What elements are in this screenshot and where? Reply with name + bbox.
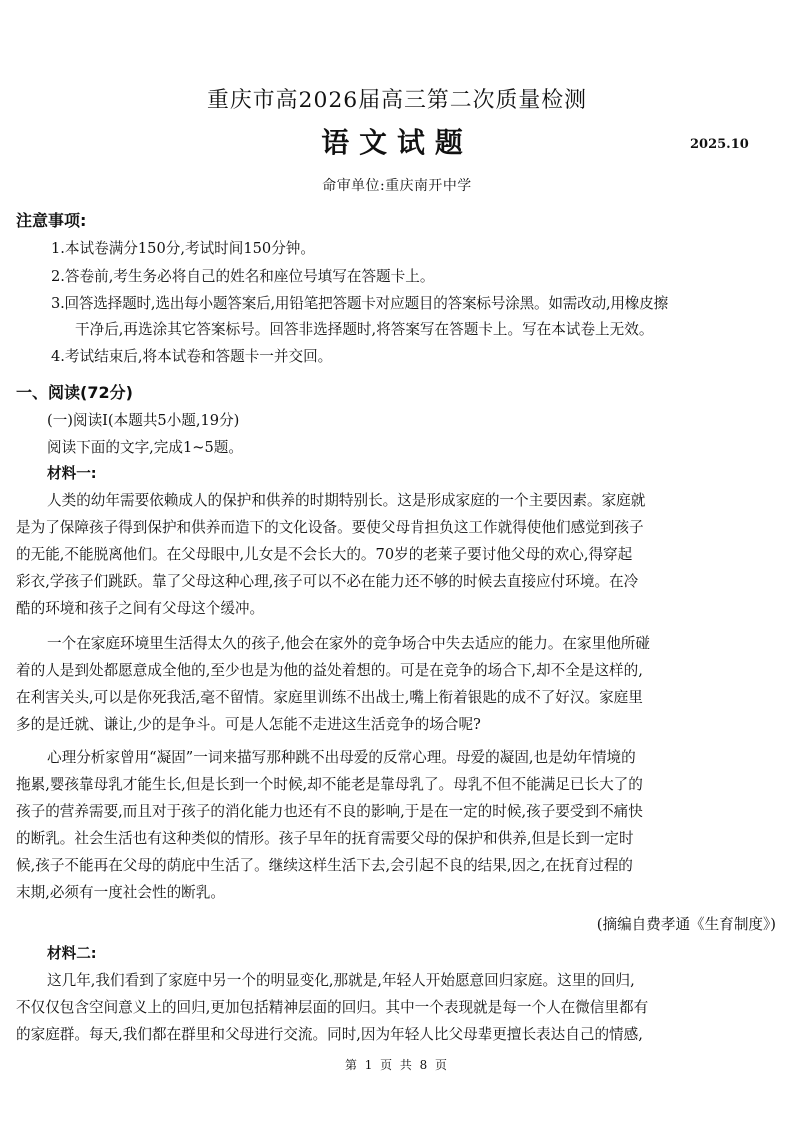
exam-main-title: 重庆市高2026届高三第二次质量检测: [207, 88, 587, 113]
note-item: 3.回答选择题时,选出每小题答案后,用铅笔把答题卡对应题目的答案标号涂黑。如需改动,用橡皮擦: [51, 295, 668, 312]
text-line: 心理分析家曾用“凝固”一词来描写那种跳不出母爱的反常心理。母爱的凝固,也是幼年情境的: [47, 749, 636, 766]
exam-date: 2025.10: [690, 137, 749, 152]
text-line: 不仅仅包含空间意义上的回归,更加包括精神层面的回归。其中一个表现就是每一个人在微信里都有: [16, 999, 649, 1016]
section-title: 一、阅读(72分): [16, 383, 133, 402]
text-line: 彩衣,学孩子们跳跃。靠了父母这种心理,孩子可以不必在能力还不够的时候去直接应付环境。在冷: [16, 573, 639, 590]
text-line: 孩子的营养需要,而且对于孩子的消化能力也还有不良的影响,于是在一定的时候,孩子要受到不痛快: [16, 803, 643, 820]
section-instruction: 阅读下面的文字,完成1~5题。: [47, 439, 243, 456]
material2-title: 材料二:: [47, 945, 97, 962]
text-line: 一个在家庭环境里生活得太久的孩子,他会在家外的竞争场合中失去适应的能力。在家里他所碰: [47, 635, 650, 652]
text-line: 这几年,我们看到了家庭中另一个的明显变化,那就是,年轻人开始愿意回归家庭。这里的回归,: [47, 972, 635, 989]
note-item: 4.考试结束后,将本试卷和答题卡一并交回。: [51, 348, 333, 365]
text-line: 候,孩子不能再在父母的荫庇中生活了。继续这样生活下去,会引起不良的结果,因之,在抚育过程的: [16, 857, 633, 874]
text-line: 人类的幼年需要依赖成人的保护和供养的时期特别长。这是形成家庭的一个主要因素。家庭就: [47, 492, 646, 509]
exam-unit: 命审单位:重庆南开中学: [322, 178, 472, 194]
text-line: 拖累,婴孩靠母乳才能生长,但是长到一个时候,却不能老是靠母乳了。母乳不但不能满足已长大了的: [16, 776, 643, 793]
text-line: 的断乳。社会生活也有这种类似的情形。孩子早年的抚育需要父母的保护和供养,但是长到一定时: [16, 830, 634, 847]
material1-source: (摘编自费孝通《生育制度》): [596, 916, 776, 933]
notes-title: 注意事项:: [16, 211, 87, 230]
note-item: 1.本试卷满分150分,考试时间150分钟。: [51, 240, 315, 257]
material1-title: 材料一:: [47, 465, 97, 482]
text-line: 着的人是到处都愿意成全他的,至少也是为他的益处着想的。可是在竞争的场合下,却不全是这样的,: [16, 662, 643, 679]
note-item: 干净后,再选涂其它答案标号。回答非选择题时,将答案写在答题卡上。写在本试卷上无效。: [75, 321, 654, 338]
text-line: 的无能,不能脱离他们。在父母眼中,儿女是不会长大的。70岁的老莱子要讨他父母的欢心,得穿起: [16, 546, 633, 563]
text-line: 酷的环境和孩子之间有父母这个缓冲。: [16, 600, 265, 617]
page-number: 第 1 页 共 8 页: [345, 1058, 449, 1072]
text-line: 的家庭群。每天,我们都在群里和父母进行交流。同时,因为年轻人比父母辈更擅长表达自己的情感,: [16, 1026, 643, 1043]
text-line: 是为了保障孩子得到保护和供养而造下的文化设备。要使父母肯担负这工作就得使他们感觉到孩子: [16, 519, 644, 536]
section-subtitle: (一)阅读Ⅰ(本题共5小题,19分): [47, 412, 240, 429]
note-item: 2.答卷前,考生务必将自己的姓名和座位号填写在答题卡上。: [51, 268, 435, 285]
text-line: 末期,必须有一度社会性的断乳。: [16, 884, 225, 901]
text-line: 在利害关头,可以是你死我活,毫不留情。家庭里训练不出战士,嘴上衔着银匙的成不了好汉。家庭里: [16, 689, 643, 706]
subject-title: 语文试题: [321, 126, 473, 159]
text-line: 多的是迁就、谦让,少的是争斗。可是人怎能不走进这生活竞争的场合呢?: [16, 716, 481, 733]
